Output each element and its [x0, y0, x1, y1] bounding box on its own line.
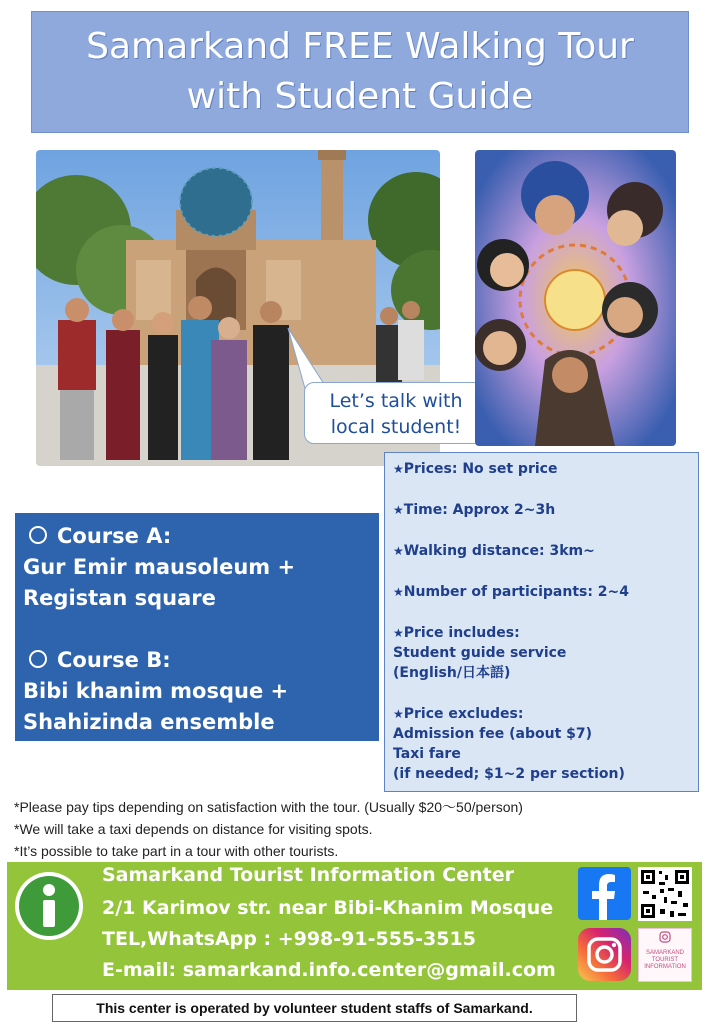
info-time	[393, 500, 698, 520]
course-a-line-1: Gur Emir mausoleum +	[23, 555, 296, 579]
course-a-label: Course A:	[57, 524, 172, 548]
facebook-icon[interactable]	[578, 867, 631, 920]
info-participants	[393, 582, 698, 602]
info-excludes-title	[393, 704, 698, 724]
instagram-icon[interactable]	[578, 928, 631, 981]
info-includes-title	[393, 623, 698, 643]
star-icon: ★	[393, 544, 404, 558]
star-icon: ★	[393, 585, 404, 599]
ig-label-line-3: INFORMATION	[644, 964, 686, 970]
info-excludes-2: Taxi fare	[393, 746, 461, 762]
course-a-line-2: Registan square	[23, 586, 216, 610]
star-icon: ★	[393, 503, 404, 517]
info-distance	[393, 541, 698, 561]
bubble-line-2: local student!	[330, 416, 462, 438]
circle-bullet-icon	[29, 526, 47, 544]
title-banner	[31, 11, 689, 133]
qr-code-icon[interactable]	[638, 867, 692, 921]
course-b-heading	[23, 645, 371, 676]
ig-label-line-2: TOURIST	[651, 957, 679, 963]
info-participants-text: Number of participants: 2~4	[403, 584, 630, 600]
info-includes-1: Student guide service	[393, 645, 567, 661]
info-includes-title-text: Price includes:	[403, 625, 520, 641]
info-excludes-3: (if needed; $1~2 per section)	[393, 766, 625, 782]
circle-selfie-photo	[475, 150, 676, 446]
note-tips: *Please pay tips depending on satisfaction with the tour. (Usually $20～50/person)	[14, 799, 523, 815]
title-line-1: Samarkand FREE Walking Tour	[86, 26, 634, 67]
circle-bullet-icon	[29, 650, 47, 668]
info-excludes-title-text: Price excludes:	[403, 706, 524, 722]
center-phone[interactable]: TEL,WhatsApp : +998-91-555-3515	[102, 928, 476, 950]
star-icon: ★	[393, 462, 404, 476]
speech-bubble	[304, 382, 488, 444]
small-instagram-icon	[639, 929, 691, 945]
tour-info-panel	[384, 452, 699, 792]
star-icon: ★	[393, 707, 404, 721]
info-prices-text: Prices: No set price	[403, 461, 558, 477]
bubble-line-1: Let’s talk with	[329, 390, 463, 412]
course-box	[15, 513, 379, 741]
course-b-line-1: Bibi khanim mosque +	[23, 679, 289, 703]
star-icon: ★	[393, 626, 404, 640]
center-email[interactable]: E-mail: samarkand.info.center@gmail.com	[102, 959, 556, 981]
info-icon	[14, 871, 84, 941]
instagram-account-label[interactable]	[638, 928, 692, 982]
note-shared-tour: *It’s possible to take part in a tour with other tourists.	[14, 843, 339, 859]
note-taxi: *We will take a taxi depends on distance for visiting spots.	[14, 821, 373, 837]
title-line-2: with Student Guide	[186, 76, 534, 117]
course-b-line-2: Shahizinda ensemble	[23, 710, 275, 734]
info-includes-2: (English/日本語)	[393, 665, 511, 681]
info-prices	[393, 459, 698, 479]
footer-note: This center is operated by volunteer student staffs of Samarkand.	[52, 994, 577, 1022]
course-b-label: Course B:	[57, 648, 171, 672]
info-excludes-1: Admission fee (about $7)	[393, 726, 593, 742]
center-address: 2/1 Karimov str. near Bibi-Khanim Mosque	[102, 897, 554, 919]
info-distance-text: Walking distance: 3km~	[403, 543, 595, 559]
course-a-heading	[23, 521, 371, 552]
ig-label-line-1: SAMARKAND	[645, 950, 684, 956]
info-time-text: Time: Approx 2~3h	[403, 502, 556, 518]
center-name: Samarkand Tourist Information Center	[102, 864, 514, 886]
